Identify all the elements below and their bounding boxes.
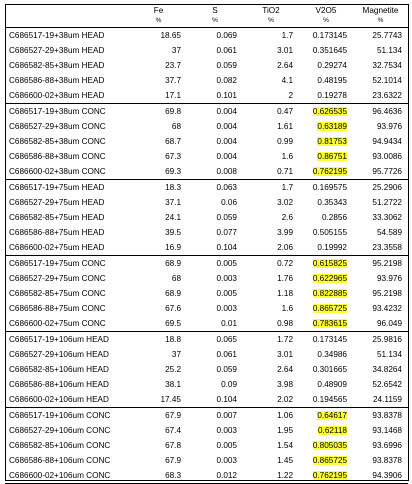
sample-cell: C686600-02+75um CONC (9, 319, 106, 328)
v2o5-cell: 0.48195 (317, 76, 347, 85)
magnetite-cell: 96.4636 (372, 107, 402, 116)
assay-results-sheet (5, 4, 408, 484)
table-row (5, 453, 408, 468)
sample-cell: C686586-88+38um CONC (9, 152, 106, 161)
tio2-cell: 1.18 (277, 289, 293, 298)
v2o5-highlight: 0.805035 (312, 441, 347, 450)
magnetite-cell: 25.9816 (372, 335, 402, 344)
fe-cell: 18.8 (165, 335, 181, 344)
v2o5-cell: 0.194565 (312, 395, 347, 404)
v2o5-highlight: 0.63189 (317, 122, 347, 131)
s-cell: 0.008 (216, 167, 237, 176)
sample-cell: C686582-85+38um HEAD (9, 61, 105, 70)
v2o5-cell (299, 119, 353, 134)
fe-cell: 69.8 (165, 107, 181, 116)
v2o5-cell: 0.169575 (312, 183, 347, 192)
magnetite-cell: 93.976 (376, 274, 402, 283)
magnetite-cell: 51.134 (376, 350, 402, 359)
s-cell: 0.069 (216, 31, 237, 40)
magnetite-cell: 93.4232 (372, 304, 402, 313)
s-cell: 0.007 (216, 411, 237, 420)
v2o5-cell: 0.48909 (317, 380, 347, 389)
table-row (5, 180, 408, 196)
header-s: S (212, 6, 218, 15)
v2o5-cell: 0.173145 (312, 31, 347, 40)
table-row (5, 316, 408, 332)
tio2-cell: 1.54 (277, 441, 293, 450)
sample-cell: C686527-29+106um HEAD (9, 350, 109, 359)
fe-cell: 68 (171, 274, 181, 283)
tio2-cell: 0.98 (277, 319, 293, 328)
v2o5-cell (299, 256, 353, 272)
tio2-cell: 1.72 (277, 335, 293, 344)
table-row (5, 301, 408, 316)
magnetite-cell: 93.8378 (372, 456, 402, 465)
v2o5-cell: 0.34986 (317, 350, 347, 359)
v2o5-cell: 0.35343 (317, 198, 347, 207)
v2o5-cell (299, 453, 353, 468)
s-cell: 0.065 (216, 335, 237, 344)
tio2-cell: 0.99 (277, 137, 293, 146)
sample-cell: C686600-02+106um HEAD (9, 395, 109, 404)
magnetite-cell: 96.049 (376, 319, 402, 328)
magnetite-cell: 95.7726 (372, 167, 402, 176)
header-fe: Fe (153, 6, 164, 15)
sample-group (5, 408, 408, 484)
fe-cell: 23.7 (165, 61, 181, 70)
v2o5-cell (299, 149, 353, 164)
v2o5-cell (299, 271, 353, 286)
sample-cell: C686527-29+106um CONC (9, 426, 111, 435)
tio2-cell: 2.6 (281, 213, 293, 222)
fe-cell: 18.65 (160, 31, 181, 40)
v2o5-cell (299, 164, 353, 180)
magnetite-cell: 94.9434 (372, 137, 402, 146)
table-row (5, 119, 408, 134)
table-row (5, 347, 408, 362)
magnetite-cell: 32.7534 (372, 61, 402, 70)
magnetite-cell: 94.3906 (372, 471, 402, 480)
assay-table (5, 4, 408, 484)
v2o5-highlight: 0.865725 (312, 304, 347, 313)
fe-cell: 68.9 (165, 259, 181, 268)
table-row (5, 271, 408, 286)
s-cell: 0.082 (216, 76, 237, 85)
v2o5-highlight: 0.81753 (317, 137, 347, 146)
s-cell: 0.061 (216, 46, 237, 55)
magnetite-cell: 52.1014 (372, 76, 402, 85)
magnetite-cell: 23.6322 (372, 91, 402, 100)
v2o5-cell (299, 408, 353, 424)
fe-cell: 37 (171, 350, 181, 359)
table-row (5, 286, 408, 301)
fe-cell: 67.9 (165, 411, 181, 420)
fe-cell: 37 (171, 46, 181, 55)
s-cell: 0.004 (216, 152, 237, 161)
sample-cell: C686517-19+106um HEAD (9, 335, 109, 344)
sample-group (5, 28, 408, 104)
fe-cell: 38.1 (165, 380, 181, 389)
tio2-cell: 1.61 (277, 122, 293, 131)
tio2-cell: 0.71 (277, 167, 293, 176)
tio2-cell: 2.64 (277, 365, 293, 374)
s-cell: 0.101 (216, 91, 237, 100)
sample-group (5, 104, 408, 180)
table-row (5, 256, 408, 272)
header-tio2: TiO2 (262, 6, 280, 15)
s-cell: 0.003 (216, 304, 237, 313)
sample-cell: C686582-85+106um CONC (9, 441, 111, 450)
tio2-cell: 1.6 (281, 152, 293, 161)
v2o5-cell: 0.29274 (317, 61, 347, 70)
sample-cell: C686600-02+38um CONC (9, 167, 106, 176)
v2o5-cell: 0.19278 (317, 91, 347, 100)
s-cell: 0.06 (221, 198, 237, 207)
magnetite-cell: 93.8378 (372, 411, 402, 420)
s-cell: 0.005 (216, 289, 237, 298)
magnetite-cell: 51.2722 (372, 198, 402, 207)
v2o5-cell (299, 468, 353, 484)
tio2-cell: 4.1 (281, 76, 293, 85)
sample-cell: C686517-19+38um HEAD (9, 31, 105, 40)
v2o5-highlight: 0.762195 (312, 471, 347, 480)
column-header-row (5, 4, 408, 17)
s-cell: 0.005 (216, 441, 237, 450)
table-row (5, 225, 408, 240)
v2o5-cell (299, 316, 353, 332)
table-row (5, 210, 408, 225)
table-row (5, 58, 408, 73)
sample-cell: C686517-19+38um CONC (9, 107, 106, 116)
v2o5-highlight: 0.822885 (312, 289, 347, 298)
table-row (5, 377, 408, 392)
fe-cell: 39.5 (165, 228, 181, 237)
table-row (5, 438, 408, 453)
table-row (5, 149, 408, 164)
s-cell: 0.09 (221, 380, 237, 389)
v2o5-cell: 0.301665 (312, 365, 347, 374)
magnetite-cell: 93.976 (376, 122, 402, 131)
table-row (5, 362, 408, 377)
table-row (5, 164, 408, 180)
sample-cell: C686517-19+75um HEAD (9, 183, 105, 192)
fe-cell: 67.8 (165, 441, 181, 450)
v2o5-highlight: 0.865725 (312, 456, 347, 465)
fe-cell: 68.9 (165, 289, 181, 298)
magnetite-cell: 24.1159 (373, 395, 402, 404)
tio2-cell: 0.47 (277, 107, 293, 116)
v2o5-cell (299, 438, 353, 453)
table-row (5, 28, 408, 44)
tio2-cell: 1.7 (281, 183, 293, 192)
fe-cell: 17.45 (160, 395, 181, 404)
s-cell: 0.005 (216, 259, 237, 268)
magnetite-cell: 23.3558 (372, 243, 402, 252)
v2o5-highlight: 0.626535 (312, 107, 347, 116)
fe-cell: 68.7 (165, 137, 181, 146)
s-cell: 0.004 (216, 107, 237, 116)
v2o5-cell (299, 104, 353, 120)
table-row (5, 104, 408, 120)
v2o5-cell (299, 134, 353, 149)
fe-cell: 67.6 (165, 304, 181, 313)
sample-cell: C686582-85+75um HEAD (9, 213, 105, 222)
sample-cell: C686582-85+75um CONC (9, 289, 106, 298)
v2o5-highlight: 0.62118 (318, 426, 347, 435)
tio2-cell: 3.01 (277, 350, 293, 359)
table-row (5, 240, 408, 256)
s-cell: 0.003 (216, 274, 237, 283)
header-sample (5, 4, 130, 17)
s-cell: 0.004 (216, 122, 237, 131)
v2o5-highlight: 0.86751 (317, 152, 347, 161)
v2o5-highlight: 0.64617 (317, 411, 347, 420)
tio2-cell: 2.06 (277, 243, 293, 252)
unit-tio2: % (268, 17, 274, 24)
tio2-cell: 1.76 (277, 274, 293, 283)
s-cell: 0.004 (216, 137, 237, 146)
fe-cell: 37.1 (165, 198, 181, 207)
table-row (5, 332, 408, 348)
table-row (5, 195, 408, 210)
fe-cell: 69.3 (165, 167, 181, 176)
v2o5-cell (299, 423, 353, 438)
table-row (5, 408, 408, 424)
v2o5-highlight: 0.762195 (312, 167, 347, 176)
sample-cell: C686586-88+75um HEAD (9, 228, 105, 237)
v2o5-highlight: 0.615825 (312, 259, 347, 268)
unit-v2o5: % (323, 17, 329, 24)
sample-cell: C686582-85+38um CONC (9, 137, 106, 146)
fe-cell: 25.2 (165, 365, 181, 374)
s-cell: 0.104 (216, 243, 237, 252)
fe-cell: 67.4 (165, 426, 181, 435)
tio2-cell: 3.02 (277, 198, 293, 207)
fe-cell: 67.3 (165, 152, 181, 161)
fe-cell: 68.3 (165, 471, 181, 480)
sample-group (5, 256, 408, 332)
tio2-cell: 3.98 (277, 380, 293, 389)
header-magnetite: Magnetite (362, 6, 399, 15)
tio2-cell: 1.45 (277, 456, 293, 465)
tio2-cell: 1.7 (281, 31, 293, 40)
unit-sample (5, 17, 130, 28)
tio2-cell: 3.99 (277, 228, 293, 237)
magnetite-cell: 52.6542 (372, 380, 402, 389)
sample-cell: C686600-02+75um HEAD (9, 243, 105, 252)
v2o5-cell: 0.351645 (312, 46, 347, 55)
fe-cell: 17.1 (165, 91, 181, 100)
sample-group (5, 180, 408, 256)
magnetite-cell: 51.134 (376, 46, 402, 55)
sample-cell: C686527-29+38um HEAD (9, 46, 105, 55)
magnetite-cell: 33.3062 (372, 213, 402, 222)
table-row (5, 134, 408, 149)
sample-cell: C686586-88+38um HEAD (9, 76, 105, 85)
sample-cell: C686527-29+38um CONC (9, 122, 106, 131)
tio2-cell: 3.01 (277, 46, 293, 55)
tio2-cell: 2.02 (277, 395, 293, 404)
table-row (5, 73, 408, 88)
fe-cell: 67.9 (165, 456, 181, 465)
magnetite-cell: 34.8264 (372, 365, 402, 374)
s-cell: 0.059 (216, 365, 237, 374)
sample-cell: C686600-02+38um HEAD (9, 91, 105, 100)
sample-cell: C686586-88+75um CONC (9, 304, 106, 313)
fe-cell: 16.9 (165, 243, 181, 252)
magnetite-cell: 54.589 (376, 228, 402, 237)
magnetite-cell: 95.2198 (372, 289, 402, 298)
table-row (5, 43, 408, 58)
s-cell: 0.012 (216, 471, 237, 480)
v2o5-cell: 0.505155 (312, 228, 347, 237)
v2o5-cell: 0.173145 (312, 335, 347, 344)
sample-cell: C686586-88+106um CONC (9, 456, 111, 465)
unit-fe: % (155, 17, 162, 24)
magnetite-cell: 95.2198 (372, 259, 402, 268)
fe-cell: 37.7 (165, 76, 181, 85)
sample-cell: C686582-85+106um HEAD (9, 365, 109, 374)
tio2-cell: 2.64 (277, 61, 293, 70)
tio2-cell: 2 (288, 91, 293, 100)
sample-cell: C686600-02+106um CONC (9, 471, 111, 480)
s-cell: 0.077 (216, 228, 237, 237)
magnetite-cell: 25.2906 (372, 183, 402, 192)
fe-cell: 69.5 (165, 319, 181, 328)
v2o5-cell (299, 286, 353, 301)
unit-magnetite: % (377, 17, 384, 24)
header-v2o5: V2O5 (315, 6, 337, 15)
fe-cell: 18.3 (165, 183, 181, 192)
sample-group (5, 332, 408, 408)
tio2-cell: 1.22 (277, 471, 293, 480)
s-cell: 0.063 (216, 183, 237, 192)
v2o5-cell: 0.19992 (317, 243, 347, 252)
table-row (5, 468, 408, 484)
unit-s: % (212, 17, 218, 24)
s-cell: 0.003 (216, 456, 237, 465)
magnetite-cell: 93.1468 (372, 426, 402, 435)
sample-cell: C686517-19+75um CONC (9, 259, 106, 268)
table-row (5, 88, 408, 104)
s-cell: 0.061 (216, 350, 237, 359)
s-cell: 0.01 (221, 319, 237, 328)
table-row (5, 392, 408, 408)
v2o5-highlight: 0.622965 (312, 274, 347, 283)
sample-cell: C686586-88+106um HEAD (9, 380, 109, 389)
v2o5-cell (299, 301, 353, 316)
magnetite-cell: 93.0086 (372, 152, 402, 161)
sample-cell: C686527-29+75um HEAD (9, 198, 105, 207)
table-row (5, 423, 408, 438)
fe-cell: 68 (171, 122, 181, 131)
s-cell: 0.059 (216, 61, 237, 70)
magnetite-cell: 93.6996 (372, 441, 402, 450)
tio2-cell: 1.95 (277, 426, 293, 435)
v2o5-cell: 0.2856 (321, 213, 347, 222)
s-cell: 0.104 (216, 395, 237, 404)
tio2-cell: 0.72 (277, 259, 293, 268)
tio2-cell: 1.6 (281, 304, 293, 313)
unit-header-row (5, 17, 408, 28)
magnetite-cell: 25.7743 (372, 31, 402, 40)
fe-cell: 24.1 (165, 213, 181, 222)
tio2-cell: 1.06 (277, 411, 293, 420)
v2o5-highlight: 0.783615 (312, 319, 347, 328)
sample-cell: C686527-29+75um CONC (9, 274, 106, 283)
s-cell: 0.003 (216, 426, 237, 435)
s-cell: 0.059 (216, 213, 237, 222)
sample-cell: C686517-19+106um CONC (9, 411, 111, 420)
